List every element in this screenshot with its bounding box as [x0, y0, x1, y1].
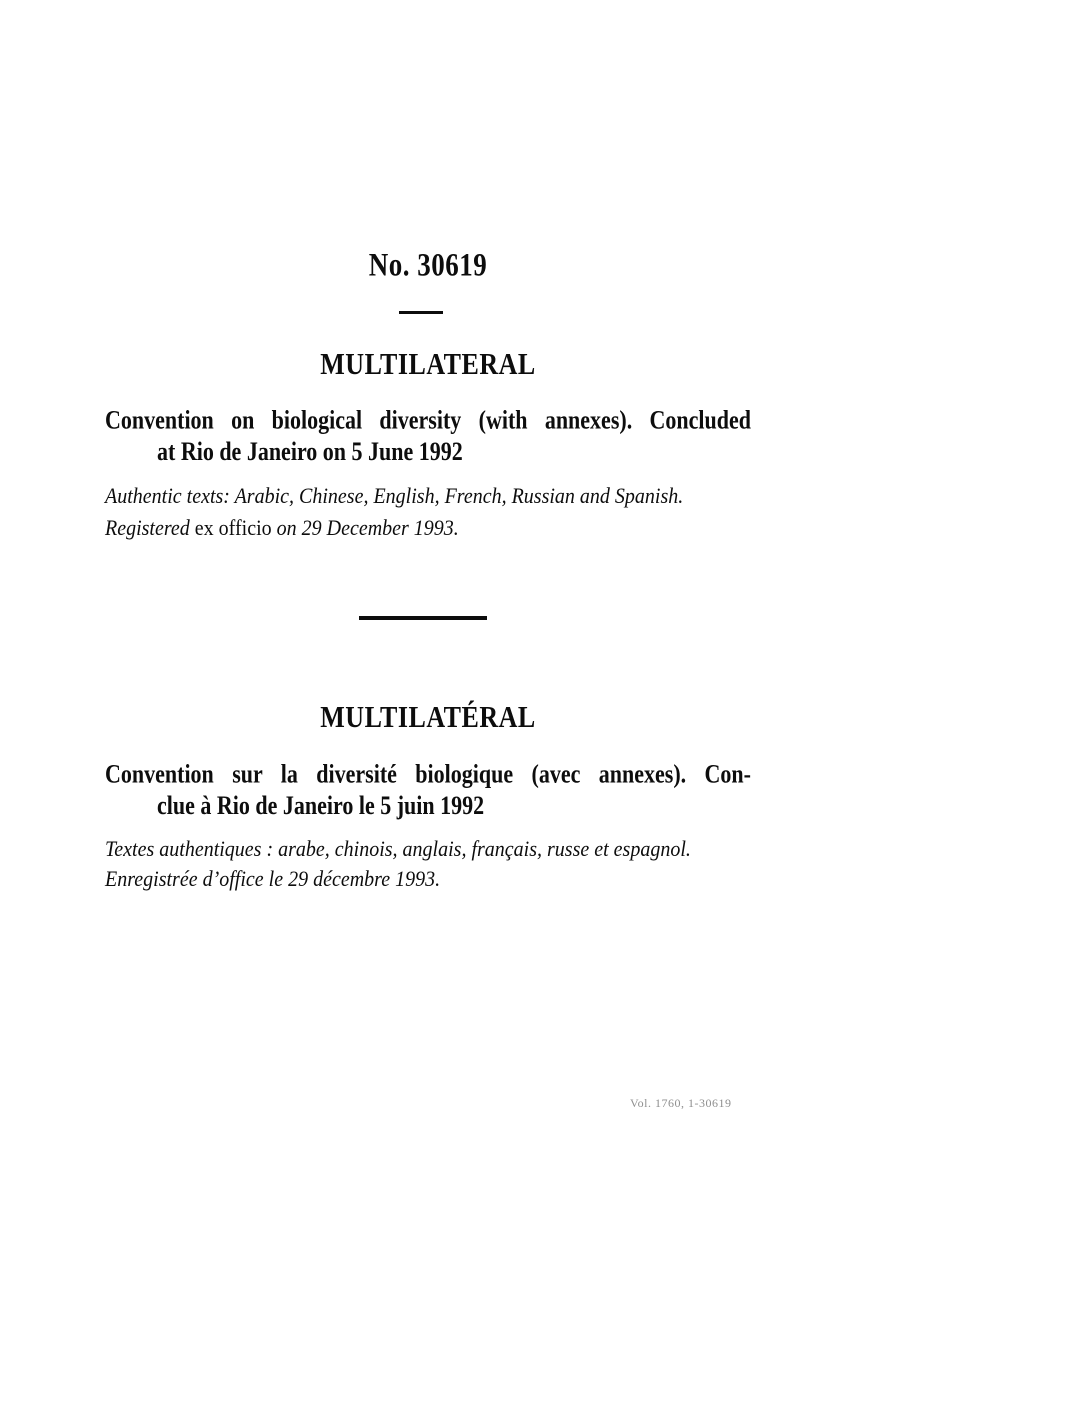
- treaty-title-english-line1: Convention on biological diversity (with annexes). Concluded: [105, 404, 751, 435]
- treaty-title-french: [105, 758, 751, 821]
- treaty-title-french-line2: clue à Rio de Janeiro le 5 juin 1992: [157, 789, 485, 821]
- section-title-english: MULTILATERAL: [320, 347, 536, 382]
- registered-line-french: Enregistrée d’office le 29 décembre 1993.: [105, 867, 441, 892]
- registered-word: Registered: [105, 516, 195, 541]
- treaty-title-english-line2: at Rio de Janeiro on 5 June 1992: [157, 435, 463, 467]
- registered-date: on 29 December 1993.: [271, 516, 459, 541]
- volume-reference: Vol. 1760, 1-30619: [630, 1096, 732, 1110]
- treaty-number: No. 30619: [368, 246, 488, 283]
- ex-officio-roman-text: ex officio: [194, 516, 272, 541]
- long-divider-rule: [359, 616, 487, 620]
- treaty-title-french-line1: Convention sur la diversité biologique (avec annexes). Con-: [105, 758, 751, 789]
- short-divider-rule: [399, 311, 443, 314]
- section-title-french: MULTILATÉRAL: [320, 700, 536, 735]
- treaty-title-english: [105, 404, 751, 467]
- authentic-texts-english: Authentic texts: Arabic, Chinese, English, French, Russian and Spanish.: [105, 484, 684, 509]
- registered-line-english: [105, 515, 765, 542]
- authentic-texts-french: Textes authentiques : arabe, chinois, anglais, français, russe et espagnol.: [105, 837, 691, 862]
